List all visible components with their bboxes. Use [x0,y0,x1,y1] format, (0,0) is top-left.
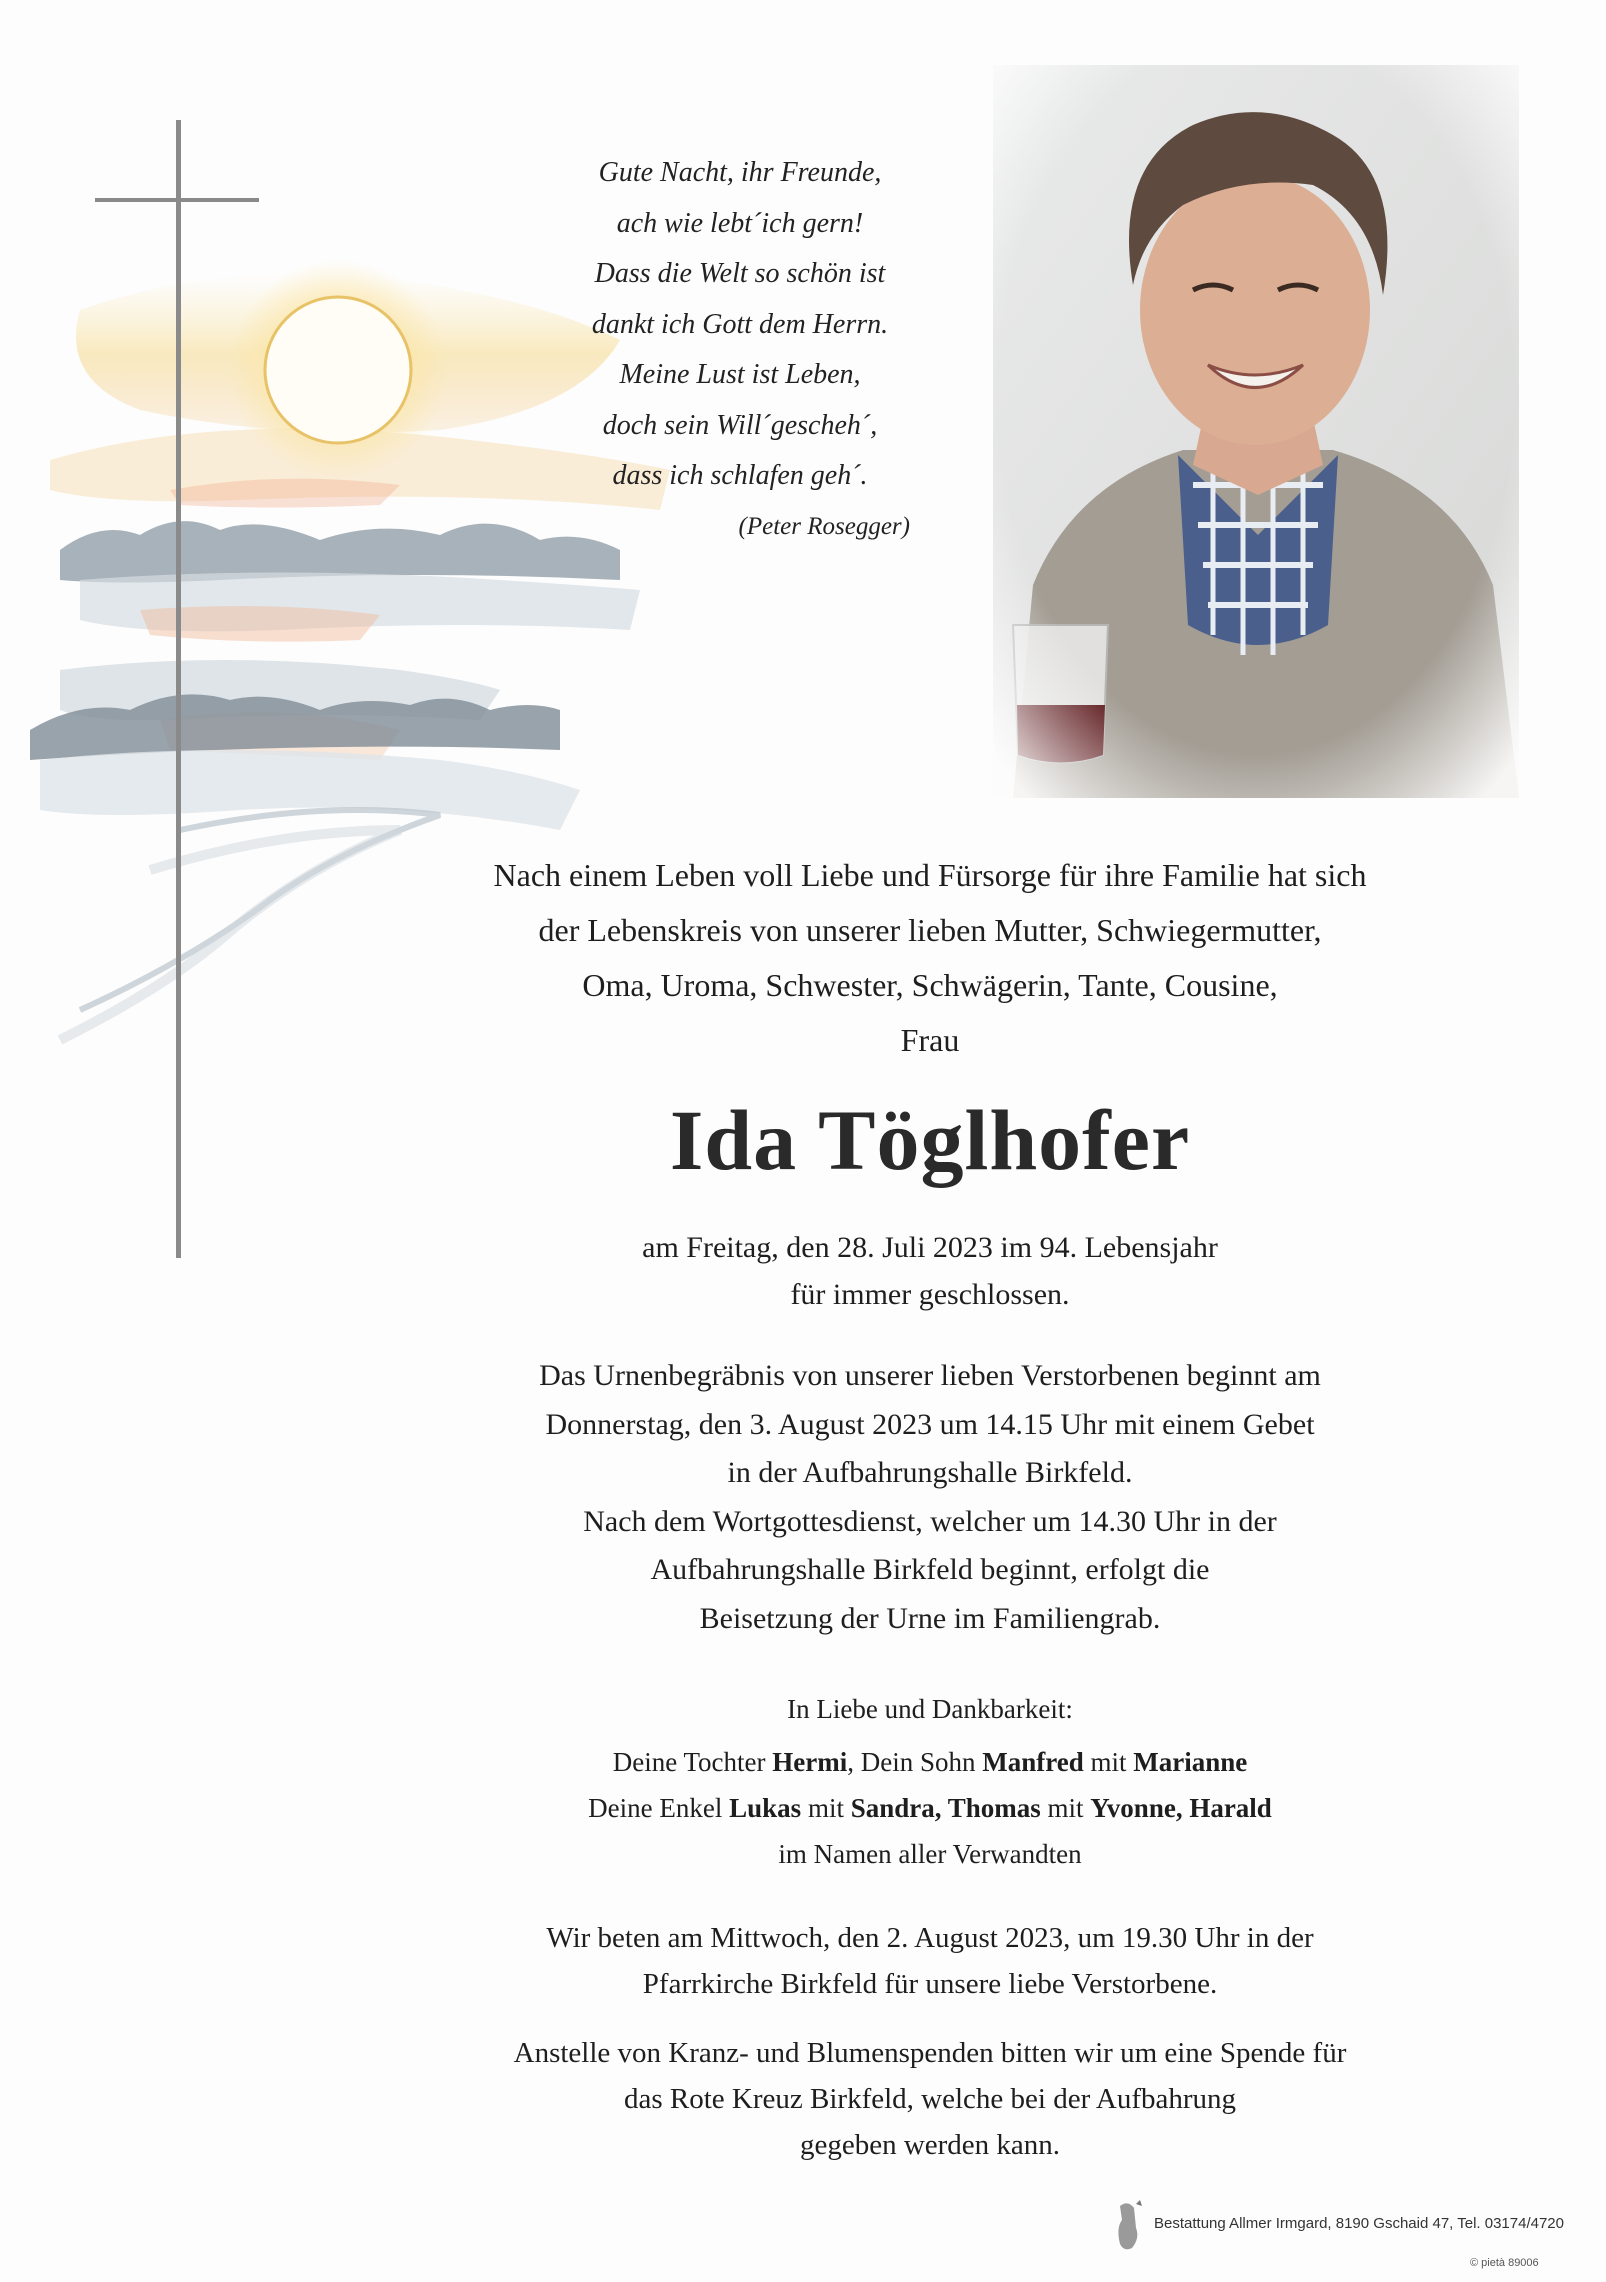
poem-line: Meine Lust ist Leben, [619,359,861,390]
burial-info [380,1352,1480,1643]
date-of-death [380,1224,1480,1318]
poem-line: dankt ich Gott dem Herrn. [591,308,889,340]
family-name: Sandra, Thomas [850,1793,1041,1823]
undertaker-logo-icon [1110,2198,1154,2256]
burial-line: Aufbahrungshalle Birkfeld beginnt, erfolgt die [650,1553,1210,1586]
prayer-line: Wir beten am Mittwoch, den 2. August 2023, um 19.30 Uhr in der [546,1922,1314,1954]
family-name: Yvonne, Harald [1090,1793,1272,1823]
burial-line: Beisetzung der Urne im Familiengrab. [699,1601,1161,1635]
poem-author: (Peter Rosegger) [738,512,910,540]
donation-line: das Rote Kreuz Birkfeld, welche bei der Aufbahrung [623,2083,1237,2115]
family-text: mit [1083,1747,1134,1777]
death-line: für immer geschlossen. [790,1278,1070,1311]
family-text: Deine Enkel [588,1793,730,1823]
prayer-line: Pfarrkirche Birkfeld für unsere liebe Verstorbene. [642,1968,1218,2000]
poem [520,148,960,552]
family-row [380,1739,1480,1785]
intro-line: der Lebenskreis von unserer lieben Mutter, Schwiegermutter, [538,912,1322,948]
death-line: am Freitag, den 28. Juli 2023 im 94. Lebensjahr [642,1231,1218,1264]
thanks-heading: In Liebe und Dankbarkeit: [787,1694,1073,1724]
burial-line: Das Urnenbegräbnis von unserer lieben Verstorbenen beginnt am [539,1359,1321,1392]
intro-line: Oma, Uroma, Schwester, Schwägerin, Tante, Cousine, [582,967,1278,1003]
family-signature [380,1686,1480,1877]
family-name: Hermi [772,1747,848,1777]
intro-text [380,848,1480,1068]
donation-line: gegeben werden kann. [799,2129,1061,2161]
prayer-info [380,1915,1480,2007]
burial-line: Donnerstag, den 3. August 2023 um 14.15 Uhr mit einem Gebet [545,1407,1315,1441]
poem-line: Gute Nacht, ihr Freunde, [598,157,882,188]
family-text: mit [1040,1793,1091,1823]
poem-line: dass ich schlafen geh´. [612,460,868,491]
intro-line: Nach einem Leben voll Liebe und Fürsorge für ihre Familie hat sich [493,857,1367,893]
poem-line: ach wie lebt´ich gern! [616,207,864,239]
family-row: im Namen aller Verwandten [778,1839,1082,1869]
intro-line: Frau [900,1022,960,1058]
undertaker-footer [1110,2198,1564,2258]
family-text: , Dein Sohn [847,1747,983,1777]
burial-line: in der Aufbahrungshalle Birkfeld. [727,1456,1133,1489]
family-name: Lukas [729,1793,802,1823]
donation-line: Anstelle von Kranz- und Blumenspenden bitten wir um eine Spende für [513,2037,1347,2069]
template-code: © pietà 89006 [1470,2257,1539,2269]
poem-line: Dass die Welt so schön ist [594,258,886,289]
portrait-photo [993,65,1519,798]
donation-info [380,2030,1480,2168]
family-name: Marianne [1133,1747,1248,1777]
family-text: Deine Tochter [612,1747,773,1777]
burial-line: Nach dem Wortgottesdienst, welcher um 14.30 Uhr in der [583,1504,1277,1538]
poem-line: doch sein Will´gescheh´, [602,409,878,441]
family-name: Manfred [982,1747,1084,1777]
deceased-name: Ida Töglhofer [669,1092,1191,1188]
family-text: mit [801,1793,851,1823]
family-row [380,1785,1480,1831]
undertaker-contact: Bestattung Allmer Irmgard, 8190 Gschaid 47, Tel. 03174/4720 [1154,2215,1564,2232]
